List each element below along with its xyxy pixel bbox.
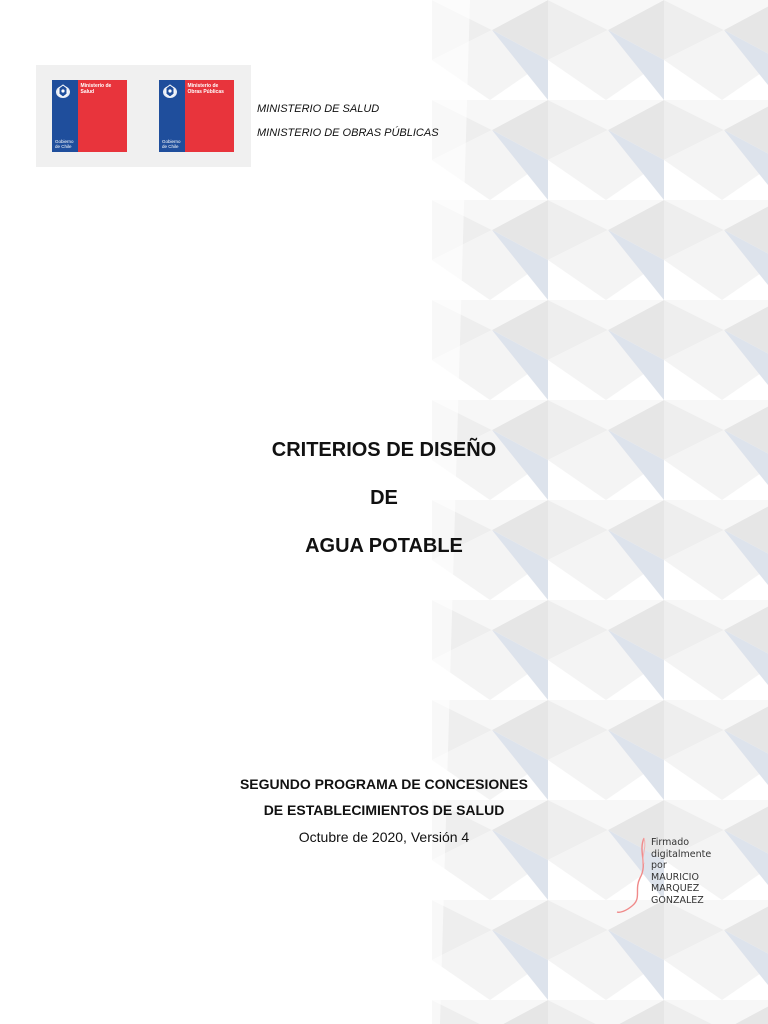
document-title-line-1: CRITERIOS DE DISEÑO [271, 439, 497, 461]
digital-signature [610, 832, 720, 917]
ministry-obras-publicas: MINISTERIO DE OBRAS PÚBLICAS [257, 127, 439, 139]
signature-line: digitalmente [651, 848, 712, 860]
document-title-line-2: DE [370, 487, 398, 509]
signature-line: GONZALEZ [651, 894, 704, 906]
signature-scribble-icon [614, 834, 654, 916]
document-title-line-3: AGUA POTABLE [305, 535, 463, 557]
ministries-list [257, 97, 439, 145]
coat-of-arms-icon [54, 82, 72, 100]
logo-title: Ministerio de Salud [80, 83, 112, 95]
signature-line: MAURICIO [651, 871, 699, 883]
signature-line: por [651, 860, 667, 871]
program-line-2: DE ESTABLECIMIENTOS DE SALUD [263, 802, 505, 818]
ministry-salud: MINISTERIO DE SALUD [257, 103, 380, 115]
coat-of-arms-icon [161, 82, 179, 100]
signature-line: MARQUEZ [651, 883, 700, 894]
gobierno-label: Gobierno de Chile [162, 139, 181, 149]
signature-line: Firmado [651, 837, 690, 848]
program-line-1: SEGUNDO PROGRAMA DE CONCESIONES [239, 776, 529, 792]
ministerio-salud-logo [52, 80, 127, 152]
signature-text [651, 837, 711, 906]
ministerio-obras-publicas-logo [159, 80, 234, 152]
logo-box [36, 65, 251, 167]
gobierno-label: Gobierno de Chile [55, 139, 74, 149]
logo-title: Ministerio de Obras Públicas [187, 83, 224, 95]
version-date: Octubre de 2020, Versión 4 [298, 829, 470, 845]
